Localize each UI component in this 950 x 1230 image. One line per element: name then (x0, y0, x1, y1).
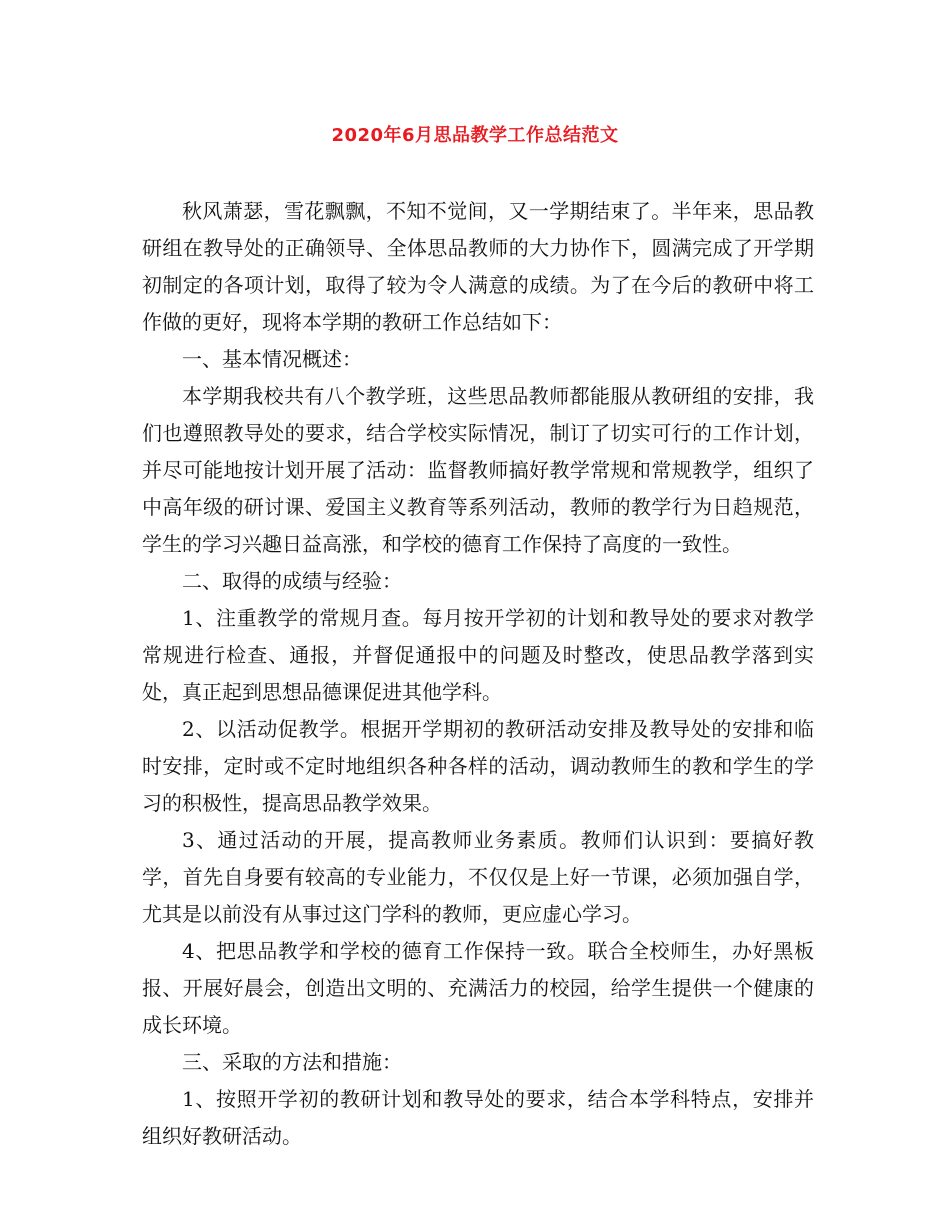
section-heading-achievements: 二、取得的成绩与经验： (182, 569, 402, 593)
paragraph-intro: 秋风萧瑟，雪花飘飘，不知不觉间，又一学期结束了。半年来，思品教研组在教导处的正确领导、全体思品教师的大力协作下，圆满完成了开学期初制定的各项计划，取得了较为令人满意的成绩。为了在今后的教研中将工作做的更好，现将本学期的教研工作总结如下： (142, 199, 814, 334)
section-heading-overview: 一、基本情况概述： (182, 347, 362, 371)
document-body (142, 193, 814, 1155)
paragraph-achievement-4: 4、把思品教学和学校的德育工作保持一致。联合全校师生，办好黑板报、开展好晨会，创造出文明的、充满活力的校园，给学生提供一个健康的成长环境。 (142, 939, 814, 1037)
paragraph-achievement-1: 1、注重教学的常规月查。每月按开学初的计划和教导处的要求对教学常规进行检查、通报，并督促通报中的问题及时整改，使思品教学落到实处，真正起到思想品德课促进其他学科。 (142, 606, 814, 704)
section-heading-methods: 三、采取的方法和措施： (182, 1050, 402, 1074)
paragraph-method-1: 1、按照开学初的教研计划和教导处的要求，结合本学科特点，安排并组织好教研活动。 (142, 1087, 814, 1148)
paragraph-achievement-2: 2、以活动促教学。根据开学期初的教研活动安排及教导处的安排和临时安排，定时或不定时地组织各种各样的活动，调动教师生的教和学生的学习的积极性，提高思品教学效果。 (142, 717, 814, 815)
paragraph-overview: 本学期我校共有八个教学班，这些思品教师都能服从教研组的安排，我们也遵照教导处的要求，结合学校实际情况，制订了切实可行的工作计划，并尽可能地按计划开展了活动：监督教师搞好教学常规和常规教学，组织了中高年级的研讨课、爱国主义教育等系列活动，教师的教学行为日趋规范，学生的学习兴趣日益高涨，和学校的德育工作保持了高度的一致性。 (142, 384, 814, 556)
document-title: 2020年6月思品教学工作总结范文 (331, 125, 619, 146)
paragraph-achievement-3: 3、通过活动的开展，提高教师业务素质。教师们认识到：要搞好教学，首先自身要有较高的专业能力，不仅仅是上好一节课，必须加强自学，尤其是以前没有从事过这门学科的教师，更应虚心学习。 (142, 828, 814, 926)
